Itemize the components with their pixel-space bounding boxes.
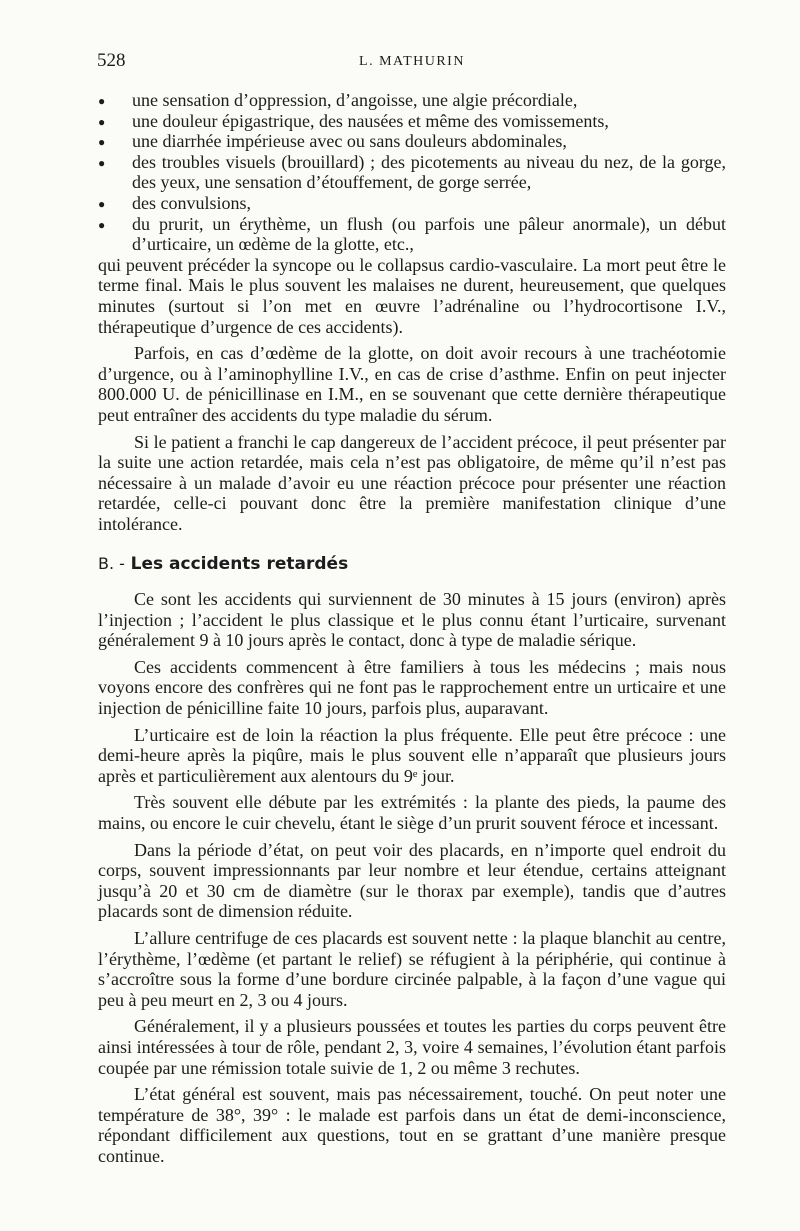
symptom-list: [98, 90, 726, 255]
paragraph: Dans la période d’état, on peut voir des placards, en n’importe quel endroit du corps, souvent impressionnants par leur nombre et leur étendue, certains atteignant jusqu’à 20 et 30 cm de diamètre (sur le thorax par exemple), tandis que d’autres placards sont de dimension réduite.: [98, 839, 726, 922]
list-item: ● des convulsions,: [98, 193, 726, 214]
list-item: ● une douleur épigastrique, des nausées et même des vomissements,: [98, 111, 726, 132]
paragraph: L’urticaire est de loin la réaction la plus fréquente. Elle peut être précoce : une demi-heure après la piqûre, mais le plus souvent elle n’apparaît que plusieurs jours après et particulièrement aux alentours du 9ᵉ jour.: [98, 724, 726, 786]
list-item: ● une diarrhée impérieuse avec ou sans douleurs abdominales,: [98, 131, 726, 152]
section-letter: B. -: [98, 554, 125, 574]
section-title: Les accidents retardés: [130, 554, 349, 575]
section-heading: [98, 554, 726, 575]
paragraph: Très souvent elle débute par les extrémités : la plante des pieds, la paume des mains, ou encore le cuir chevelu, étant le siège d’un prurit souvent féroce et incessant.: [98, 792, 726, 833]
paragraph: Ce sont les accidents qui surviennent de 30 minutes à 15 jours (environ) après l’injection ; l’accident le plus classique et le plus connu étant l’urticaire, survenant généralement 9 à 10 jours après le contact, donc à type de maladie sérique.: [98, 589, 726, 651]
section-body: [98, 589, 726, 1166]
paragraph: Ces accidents commencent à être familiers à tous les médecins ; mais nous voyons encore des confrères qui ne font pas le rapprochement entre un urticaire et une injection de pénicilline faite 10 jours, parfois plus, auparavant.: [98, 656, 726, 719]
page-content: [98, 90, 726, 1167]
list-item: ● du prurit, un érythème, un flush (ou parfois une pâleur anormale), un début d’urticaire, un œdème de la glotte, etc.,: [98, 214, 726, 255]
running-head: [97, 50, 727, 74]
paragraph: qui peuvent précéder la syncope ou le collapsus cardio-vasculaire. La mort peut être le terme final. Mais le plus souvent les malaises ne durent, heureusement, que quelques minutes (surtout si l’on met en œuvre l’adrénaline ou l’hydrocortisone I.V., thérapeutique d’urgence de ces accidents).: [98, 254, 726, 337]
page-number: 528: [97, 50, 126, 71]
paragraph: Parfois, en cas d’œdème de la glotte, on doit avoir recours à une trachéotomie d’urgence, ou à l’aminophylline I.V., en cas de crise d’asthme. Enfin on peut injecter 800.000 U. de pénicillinase en I.M., en se souvenant que cette dernière thérapeutique peut entraîner des accidents du type maladie du sérum.: [98, 343, 726, 425]
list-item: ● une sensation d’oppression, d’angoisse, une algie précordiale,: [98, 90, 726, 111]
running-title: L. MATHURIN: [359, 54, 465, 69]
list-item: ● des troubles visuels (brouillard) ; des picotements au niveau du nez, de la gorge, des yeux, une sensation d’étouffement, de gorge serrée,: [98, 152, 726, 193]
paragraph: Généralement, il y a plusieurs poussées et toutes les parties du corps peuvent être ainsi intéressées à tour de rôle, pendant 2, 3, voire 4 semaines, l’évolution étant parfois coupée par une rémission totale suivie de 1, 2 ou même 3 rechutes.: [98, 1016, 726, 1078]
paragraph: Si le patient a franchi le cap dangereux de l’accident précoce, il peut présenter par la suite une action retardée, mais cela n’est pas obligatoire, de même qu’il n’est pas nécessaire à un malade d’avoir eu une réaction précoce pour présenter une réaction retardée, celle-ci pouvant donc être la première manifestation clinique d’une intolérance.: [98, 431, 726, 534]
paragraph: L’allure centrifuge de ces placards est souvent nette : la plaque blanchit au centre, l’érythème, l’œdème (et partant le relief) se réfugient à la périphérie, qui continue à s’accroître sous la forme d’une bordure circinée palpable, à la façon d’une vague qui peu à peu meurt en 2, 3 ou 4 jours.: [98, 927, 726, 1010]
paragraph: L’état général est souvent, mais pas nécessairement, touché. On peut noter une température de 38°, 39° : le malade est parfois dans un état de demi-inconscience, répondant difficilement aux questions, tout en se grattant d’une manière presque continue.: [98, 1084, 726, 1166]
